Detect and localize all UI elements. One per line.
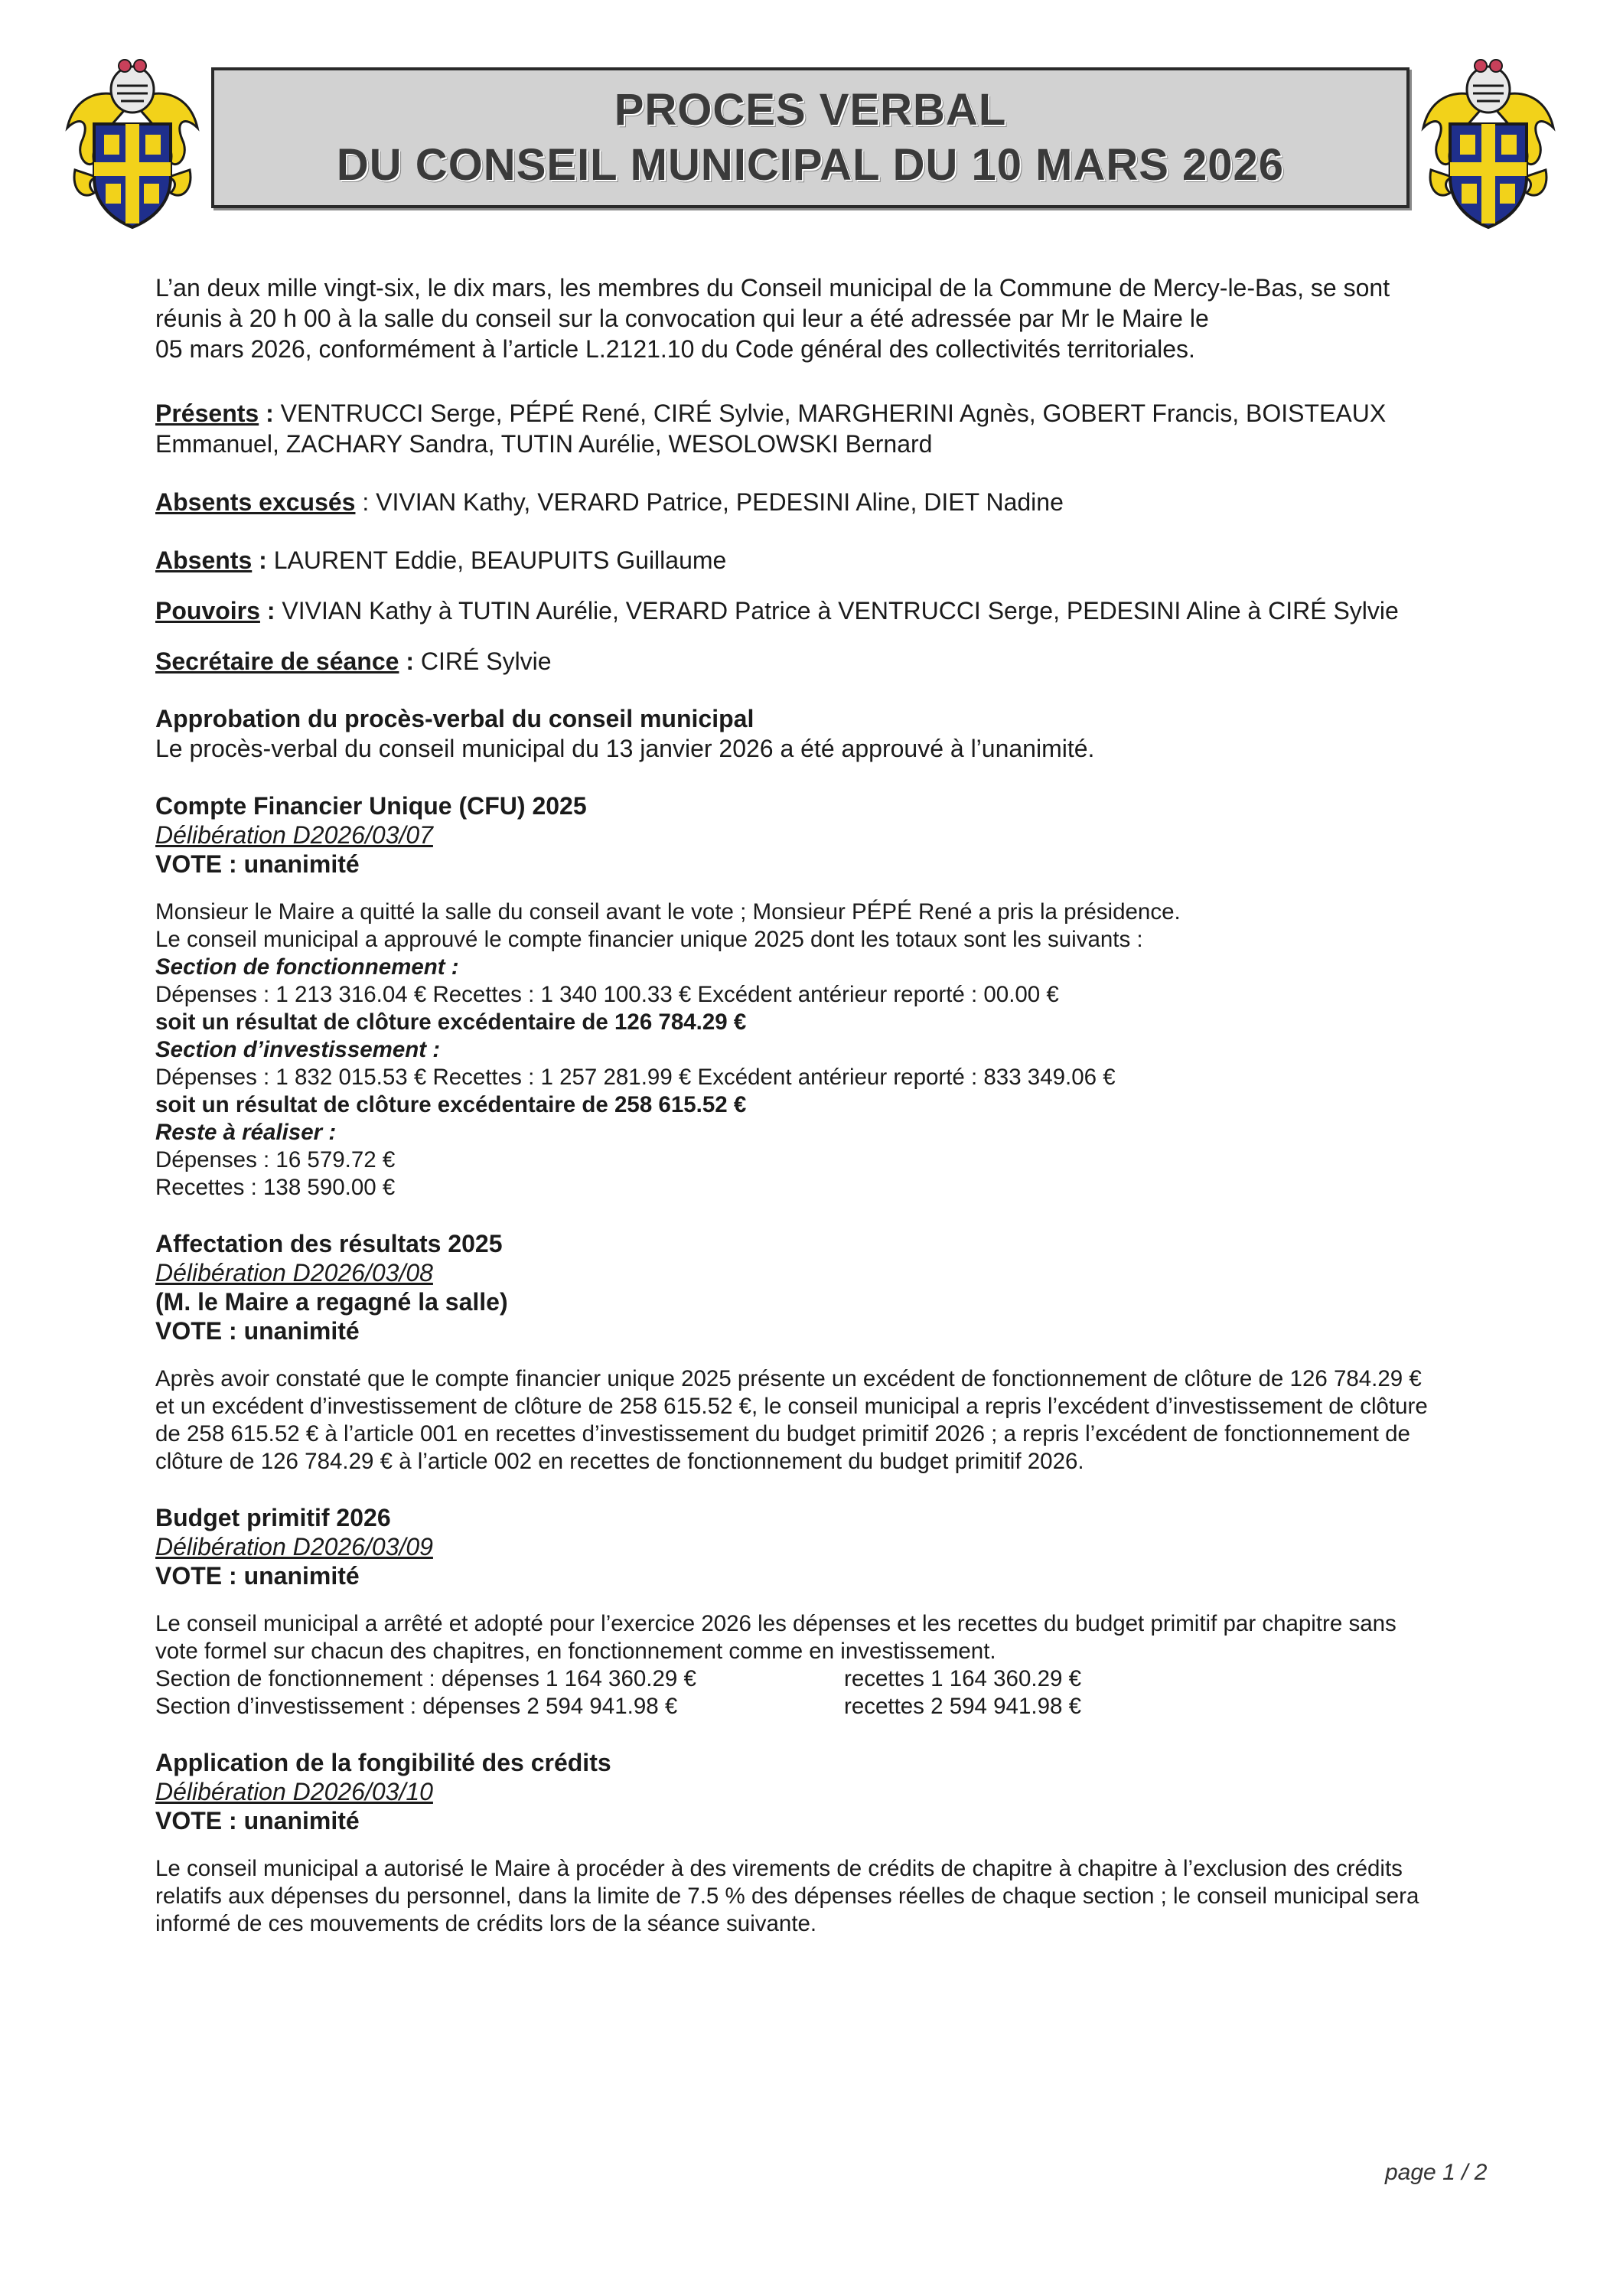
presents-line: Emmanuel, ZACHARY Sandra, TUTIN Aurélie, WESOLOWSKI Bernard <box>155 430 933 458</box>
pouvoirs-block <box>155 595 1548 626</box>
presents-line: VENTRUCCI Serge, PÉPÉ René, CIRÉ Sylvie, MARGHERINI Agnès, GOBERT Francis, BOISTEAUX <box>280 400 1387 427</box>
crest-icon <box>60 55 205 231</box>
cfu-values: Dépenses : 1 213 316.04 € Recettes : 1 340 100.33 € Excédent antérieur reporté : 00.00 € <box>155 982 1059 1007</box>
title-banner <box>211 67 1410 208</box>
vote-result: VOTE : unanimité <box>155 1807 360 1835</box>
cfu-subsection-title: Section d’investissement : <box>155 1037 441 1062</box>
pouvoirs-label: Pouvoirs <box>155 597 260 625</box>
budget-row <box>155 1665 1548 1693</box>
intro-line: 05 mars 2026, conformément à l’article L.2121.10 du Code général des collectivités territoriales. <box>155 335 1195 363</box>
intro-line: L’an deux mille vingt-six, le dix mars, les membres du Conseil municipal de la Commune de Mercy-le-Bas, se sont <box>155 274 1390 302</box>
document-body <box>155 272 1548 1938</box>
budget-row-depenses: Section de fonctionnement : dépenses 1 164 360.29 € <box>155 1666 696 1691</box>
section-approbation <box>155 704 1548 764</box>
section-budget <box>155 1503 1548 1720</box>
section-heading: Affectation des résultats 2025 <box>155 1230 503 1257</box>
vote-result: VOTE : unanimité <box>155 1562 360 1590</box>
absents-separator: : <box>252 546 274 574</box>
deliberation-ref: Délibération D2026/03/10 <box>155 1778 433 1805</box>
affectation-text-line: Après avoir constaté que le compte financier unique 2025 présente un excédent de fonctionnement de clôture de 126 784.29 € <box>155 1366 1422 1391</box>
absents-label: Absents <box>155 546 253 574</box>
budget-row-depenses: Section d’investissement : dépenses 2 594 941.98 € <box>155 1694 678 1719</box>
title-line-2: DU CONSEIL MUNICIPAL DU 10 MARS 2026 <box>336 140 1285 190</box>
secretaire-label: Secrétaire de séance <box>155 647 399 675</box>
page-number: page 1 / 2 <box>1385 2160 1488 2185</box>
cfu-result: soit un résultat de clôture excédentaire de 126 784.29 € <box>155 1009 747 1035</box>
section-heading: Approbation du procès-verbal du conseil municipal <box>155 705 754 732</box>
budget-text-line: Le conseil municipal a arrêté et adopté pour l’exercice 2026 les dépenses et les recettes du budget primitif par chapitre sans <box>155 1611 1396 1636</box>
section-affectation <box>155 1229 1548 1476</box>
absents-block <box>155 545 1548 576</box>
coat-of-arms-right <box>1416 55 1561 231</box>
cfu-text-line: Le conseil municipal a approuvé le compte financier unique 2025 dont les totaux sont les suivants : <box>155 927 1143 952</box>
fongibilite-text-line: informé de ces mouvements de crédits lors de la séance suivante. <box>155 1911 817 1936</box>
absents-excuses-label: Absents excusés <box>155 488 356 516</box>
fongibilite-text-line: relatifs aux dépenses du personnel, dans la limite de 7.5 % des dépenses réelles de chaque section ; le conseil municipal sera <box>155 1883 1419 1909</box>
coat-of-arms-left <box>60 55 205 231</box>
crest-icon <box>1416 55 1561 231</box>
fongibilite-text-line: Le conseil municipal a autorisé le Maire à procéder à des virements de crédits de chapitre à chapitre à l’exclusion des crédits <box>155 1856 1403 1881</box>
section-heading: Application de la fongibilité des crédits <box>155 1749 611 1776</box>
absents-excuses-text: : VIVIAN Kathy, VERARD Patrice, PEDESINI Aline, DIET Nadine <box>355 488 1064 516</box>
absents-text: LAURENT Eddie, BEAUPUITS Guillaume <box>273 546 727 574</box>
budget-row <box>155 1693 1548 1720</box>
intro-paragraph <box>155 272 1548 364</box>
absents-excuses-block <box>155 487 1548 517</box>
deliberation-ref: Délibération D2026/03/08 <box>155 1259 433 1287</box>
deliberation-ref: Délibération D2026/03/09 <box>155 1533 433 1561</box>
secretaire-block <box>155 646 1548 677</box>
cfu-values: Dépenses : 16 579.72 € <box>155 1147 396 1172</box>
affectation-text-line: clôture de 126 784.29 € à l’article 002 en recettes de fonctionnement du budget primitif 2026. <box>155 1449 1084 1474</box>
affectation-text-line: de 258 615.52 € à l’article 001 en recettes d’investissement du budget primitif 2026 ; a repris l’excédent de fonctionnement de <box>155 1421 1410 1446</box>
intro-line: réunis à 20 h 00 à la salle du conseil sur la convocation qui leur a été adressée par Mr le Maire le <box>155 305 1209 332</box>
secretaire-text: CIRÉ Sylvie <box>420 647 552 675</box>
budget-text-line: vote formel sur chacun des chapitres, en fonctionnement comme en investissement. <box>155 1639 996 1664</box>
cfu-values: Recettes : 138 590.00 € <box>155 1175 396 1200</box>
cfu-subsection-title: Reste à réaliser : <box>155 1120 337 1145</box>
presents-separator: : <box>259 400 281 427</box>
secretaire-separator: : <box>399 647 421 675</box>
presents-label: Présents <box>155 400 259 427</box>
presents-block <box>155 398 1548 459</box>
cfu-values: Dépenses : 1 832 015.53 € Recettes : 1 257 281.99 € Excédent antérieur reporté : 833 349.06 € <box>155 1065 1116 1090</box>
section-heading: Compte Financier Unique (CFU) 2025 <box>155 792 587 820</box>
affectation-text-line: et un excédent d’investissement de clôture de 258 615.52 €, le conseil municipal a repris l’excédent d’investissement de clôture <box>155 1394 1428 1419</box>
section-fongibilite <box>155 1748 1548 1938</box>
section-text: Le procès-verbal du conseil municipal du 13 janvier 2026 a été approuvé à l’unanimité. <box>155 735 1095 762</box>
vote-result: VOTE : unanimité <box>155 1317 360 1345</box>
budget-row-recettes: recettes 1 164 360.29 € <box>844 1666 1081 1691</box>
cfu-result: soit un résultat de clôture excédentaire de 258 615.52 € <box>155 1092 747 1117</box>
pouvoirs-text: VIVIAN Kathy à TUTIN Aurélie, VERARD Patrice à VENTRUCCI Serge, PEDESINI Aline à CIRÉ Sylvie <box>282 597 1399 625</box>
pouvoirs-separator: : <box>259 597 282 625</box>
deliberation-ref: Délibération D2026/03/07 <box>155 821 433 849</box>
vote-result: VOTE : unanimité <box>155 850 360 878</box>
section-cfu <box>155 791 1548 1202</box>
budget-row-recettes: recettes 2 594 941.98 € <box>844 1694 1081 1719</box>
cfu-subsection-title: Section de fonctionnement : <box>155 954 459 980</box>
section-note: (M. le Maire a regagné la salle) <box>155 1288 508 1316</box>
cfu-text-line: Monsieur le Maire a quitté la salle du conseil avant le vote ; Monsieur PÉPÉ René a pris la présidence. <box>155 899 1181 925</box>
section-heading: Budget primitif 2026 <box>155 1504 391 1531</box>
title-line-1: PROCES VERBAL <box>614 85 1007 135</box>
